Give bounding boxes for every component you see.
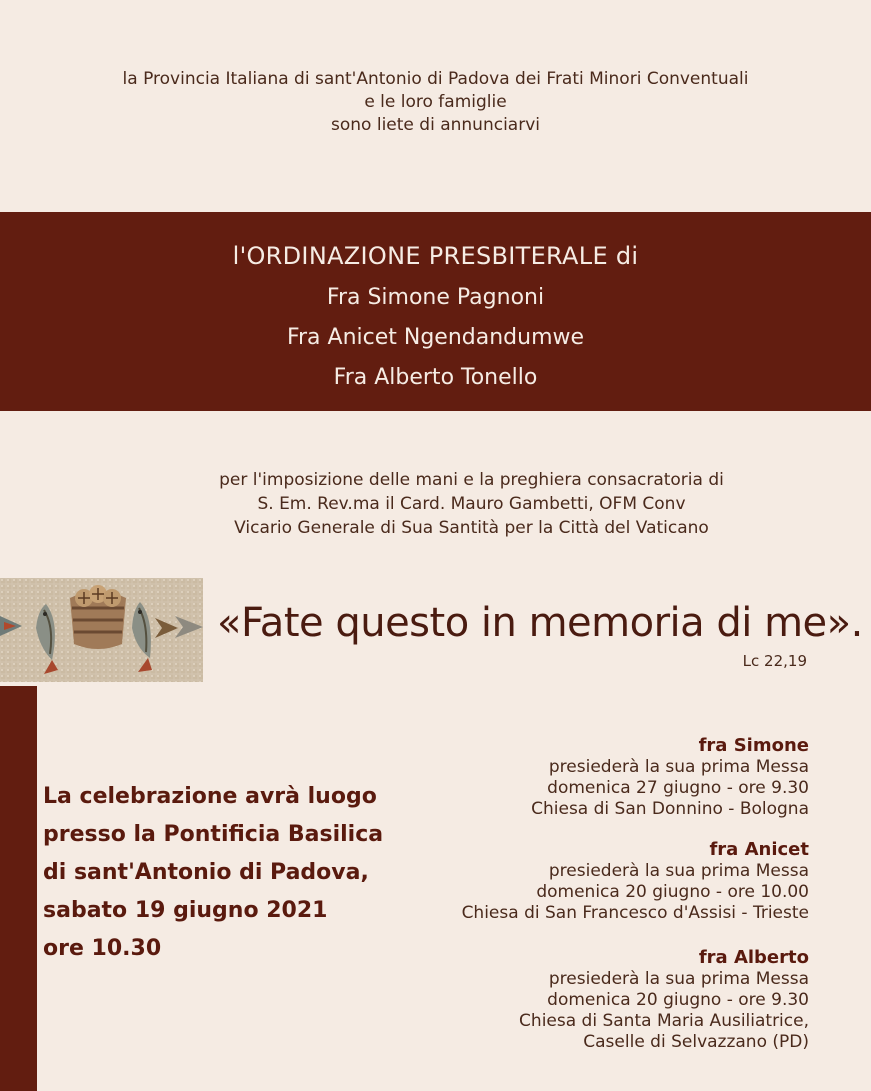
imposition-line-3: Vicario Generale di Sua Santità per la Città del Vaticano	[234, 518, 709, 538]
quote-reference: Lc 22,19	[742, 652, 807, 670]
mass-location: Chiesa di San Francesco d'Assisi - Trieste	[461, 903, 809, 923]
mass-date: domenica 27 giugno - ore 9.30	[547, 778, 809, 798]
mass-line: presiederà la sua prima Messa	[548, 757, 809, 777]
ordination-band	[0, 212, 871, 411]
mass-date: domenica 20 giugno - ore 9.30	[547, 990, 809, 1010]
mass-celebrant: fra Simone	[698, 735, 809, 756]
first-mass-simone	[531, 735, 809, 820]
mass-location: Chiesa di Santa Maria Ausiliatrice,	[519, 1011, 809, 1031]
left-accent-bar	[0, 686, 37, 1091]
celebration-line: La celebrazione avrà luogo	[43, 784, 377, 809]
quote-text: «Fate questo in memoria di me».	[217, 600, 863, 646]
mass-line: presiederà la sua prima Messa	[548, 969, 809, 989]
mass-celebrant: fra Anicet	[709, 839, 809, 860]
mass-location: Caselle di Selvazzano (PD)	[583, 1032, 809, 1052]
celebration-line: di sant'Antonio di Padova,	[43, 860, 369, 885]
celebration-line: sabato 19 giugno 2021	[43, 898, 328, 923]
mass-line: presiederà la sua prima Messa	[548, 861, 809, 881]
mass-date: domenica 20 giugno - ore 10.00	[536, 882, 809, 902]
imposition-line-2: S. Em. Rev.ma il Card. Mauro Gambetti, OFM Conv	[257, 494, 686, 514]
imposition-block	[0, 468, 871, 540]
celebration-block	[43, 778, 383, 968]
celebration-line: ore 10.30	[43, 936, 162, 961]
mass-location: Chiesa di San Donnino - Bologna	[531, 799, 809, 819]
intro-line-1: la Provincia Italiana di sant'Antonio di Padova dei Frati Minori Conventuali	[122, 69, 749, 89]
first-mass-alberto	[519, 947, 809, 1053]
celebration-line: presso la Pontificia Basilica	[43, 822, 384, 847]
intro-line-3: sono liete di annunciarvi	[331, 115, 540, 135]
mass-celebrant: fra Alberto	[698, 947, 809, 968]
loaves-fishes-mosaic-image	[0, 578, 203, 682]
ordinand-name: Fra Alberto Tonello	[333, 365, 538, 390]
intro-block	[0, 68, 871, 137]
ordinand-name: Fra Simone Pagnoni	[326, 285, 545, 310]
ordination-title: l'ORDINAZIONE PRESBITERALE di	[232, 242, 639, 270]
first-mass-anicet	[462, 839, 809, 924]
ordinand-name: Fra Anicet Ngendandumwe	[286, 325, 585, 350]
intro-line-2: e le loro famiglie	[364, 92, 507, 112]
imposition-line-1: per l'imposizione delle mani e la preghiera consacratoria di	[219, 470, 724, 490]
mosaic-icon	[0, 578, 203, 682]
